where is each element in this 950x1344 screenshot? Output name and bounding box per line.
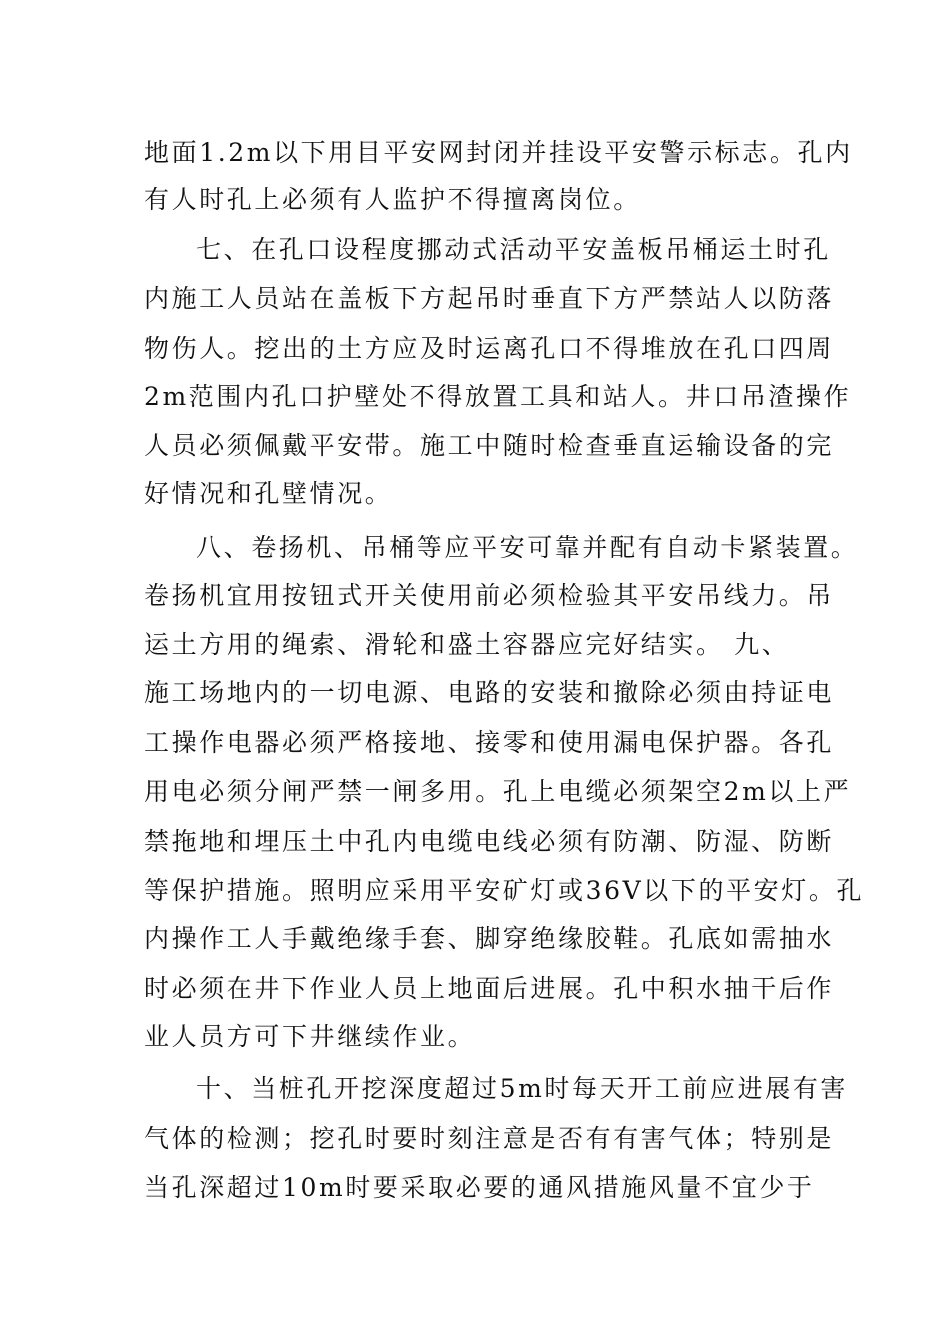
text-line: 施工场地内的一切电源、电路的安装和撤除必须由持证电 (144, 678, 835, 707)
text-line: 运土方用的绳索、滑轮和盛土容器应完好结实。 九、 (144, 630, 790, 659)
text-line: 卷扬机宜用按钮式开关使用前必须检验其平安吊线力。吊 (144, 581, 835, 610)
text-line: 物伤人。挖出的土方应及时运离孔口不得堆放在孔口四周 (144, 334, 835, 363)
text-line: 2m范围内孔口护壁处不得放置工具和站人。井口吊渣操作 (144, 382, 852, 411)
text-line: 人员必须佩戴平安带。施工中随时检查垂直运输设备的完 (144, 431, 835, 460)
text-line: 等保护措施。照明应采用平安矿灯或36V以下的平安灯。孔 (144, 876, 865, 905)
text-line: 当孔深超过10m时要采取必要的通风措施风量不宜少于 (144, 1173, 815, 1202)
text-line: 地面1.2m以下用目平安网封闭并挂设平安警示标志。孔内 (144, 138, 853, 167)
paragraph-start-line: 十、当桩孔开挖深度超过5m时每天开工前应进展有害 (196, 1074, 849, 1103)
text-line: 工操作电器必须严格接地、接零和使用漏电保护器。各孔 (144, 728, 835, 757)
paragraph-start-line: 七、在孔口设程度挪动式活动平安盖板吊桶运土时孔 (196, 235, 831, 264)
text-line: 内施工人员站在盖板下方起吊时垂直下方严禁站人以防落 (144, 284, 835, 313)
text-line: 禁拖地和埋压土中孔内电缆电线必须有防潮、防湿、防断 (144, 827, 835, 856)
text-line: 好情况和孔壁情况。 (144, 479, 393, 508)
text-line: 内操作工人手戴绝缘手套、脚穿绝缘胶鞋。孔底如需抽水 (144, 924, 835, 953)
text-line: 用电必须分闸严禁一闸多用。孔上电缆必须架空2m以上严 (144, 777, 852, 806)
text-line: 业人员方可下井继续作业。 (144, 1022, 476, 1051)
text-line: 气体的检测；挖孔时要时刻注意是否有有害气体；特别是 (144, 1124, 835, 1153)
paragraph-start-line: 八、卷扬机、吊桶等应平安可靠并配有自动卡紧装置。 (196, 533, 859, 562)
text-line: 有人时孔上必须有人监护不得擅离岗位。 (144, 185, 641, 214)
text-line: 时必须在井下作业人员上地面后进展。孔中积水抽干后作 (144, 974, 835, 1003)
